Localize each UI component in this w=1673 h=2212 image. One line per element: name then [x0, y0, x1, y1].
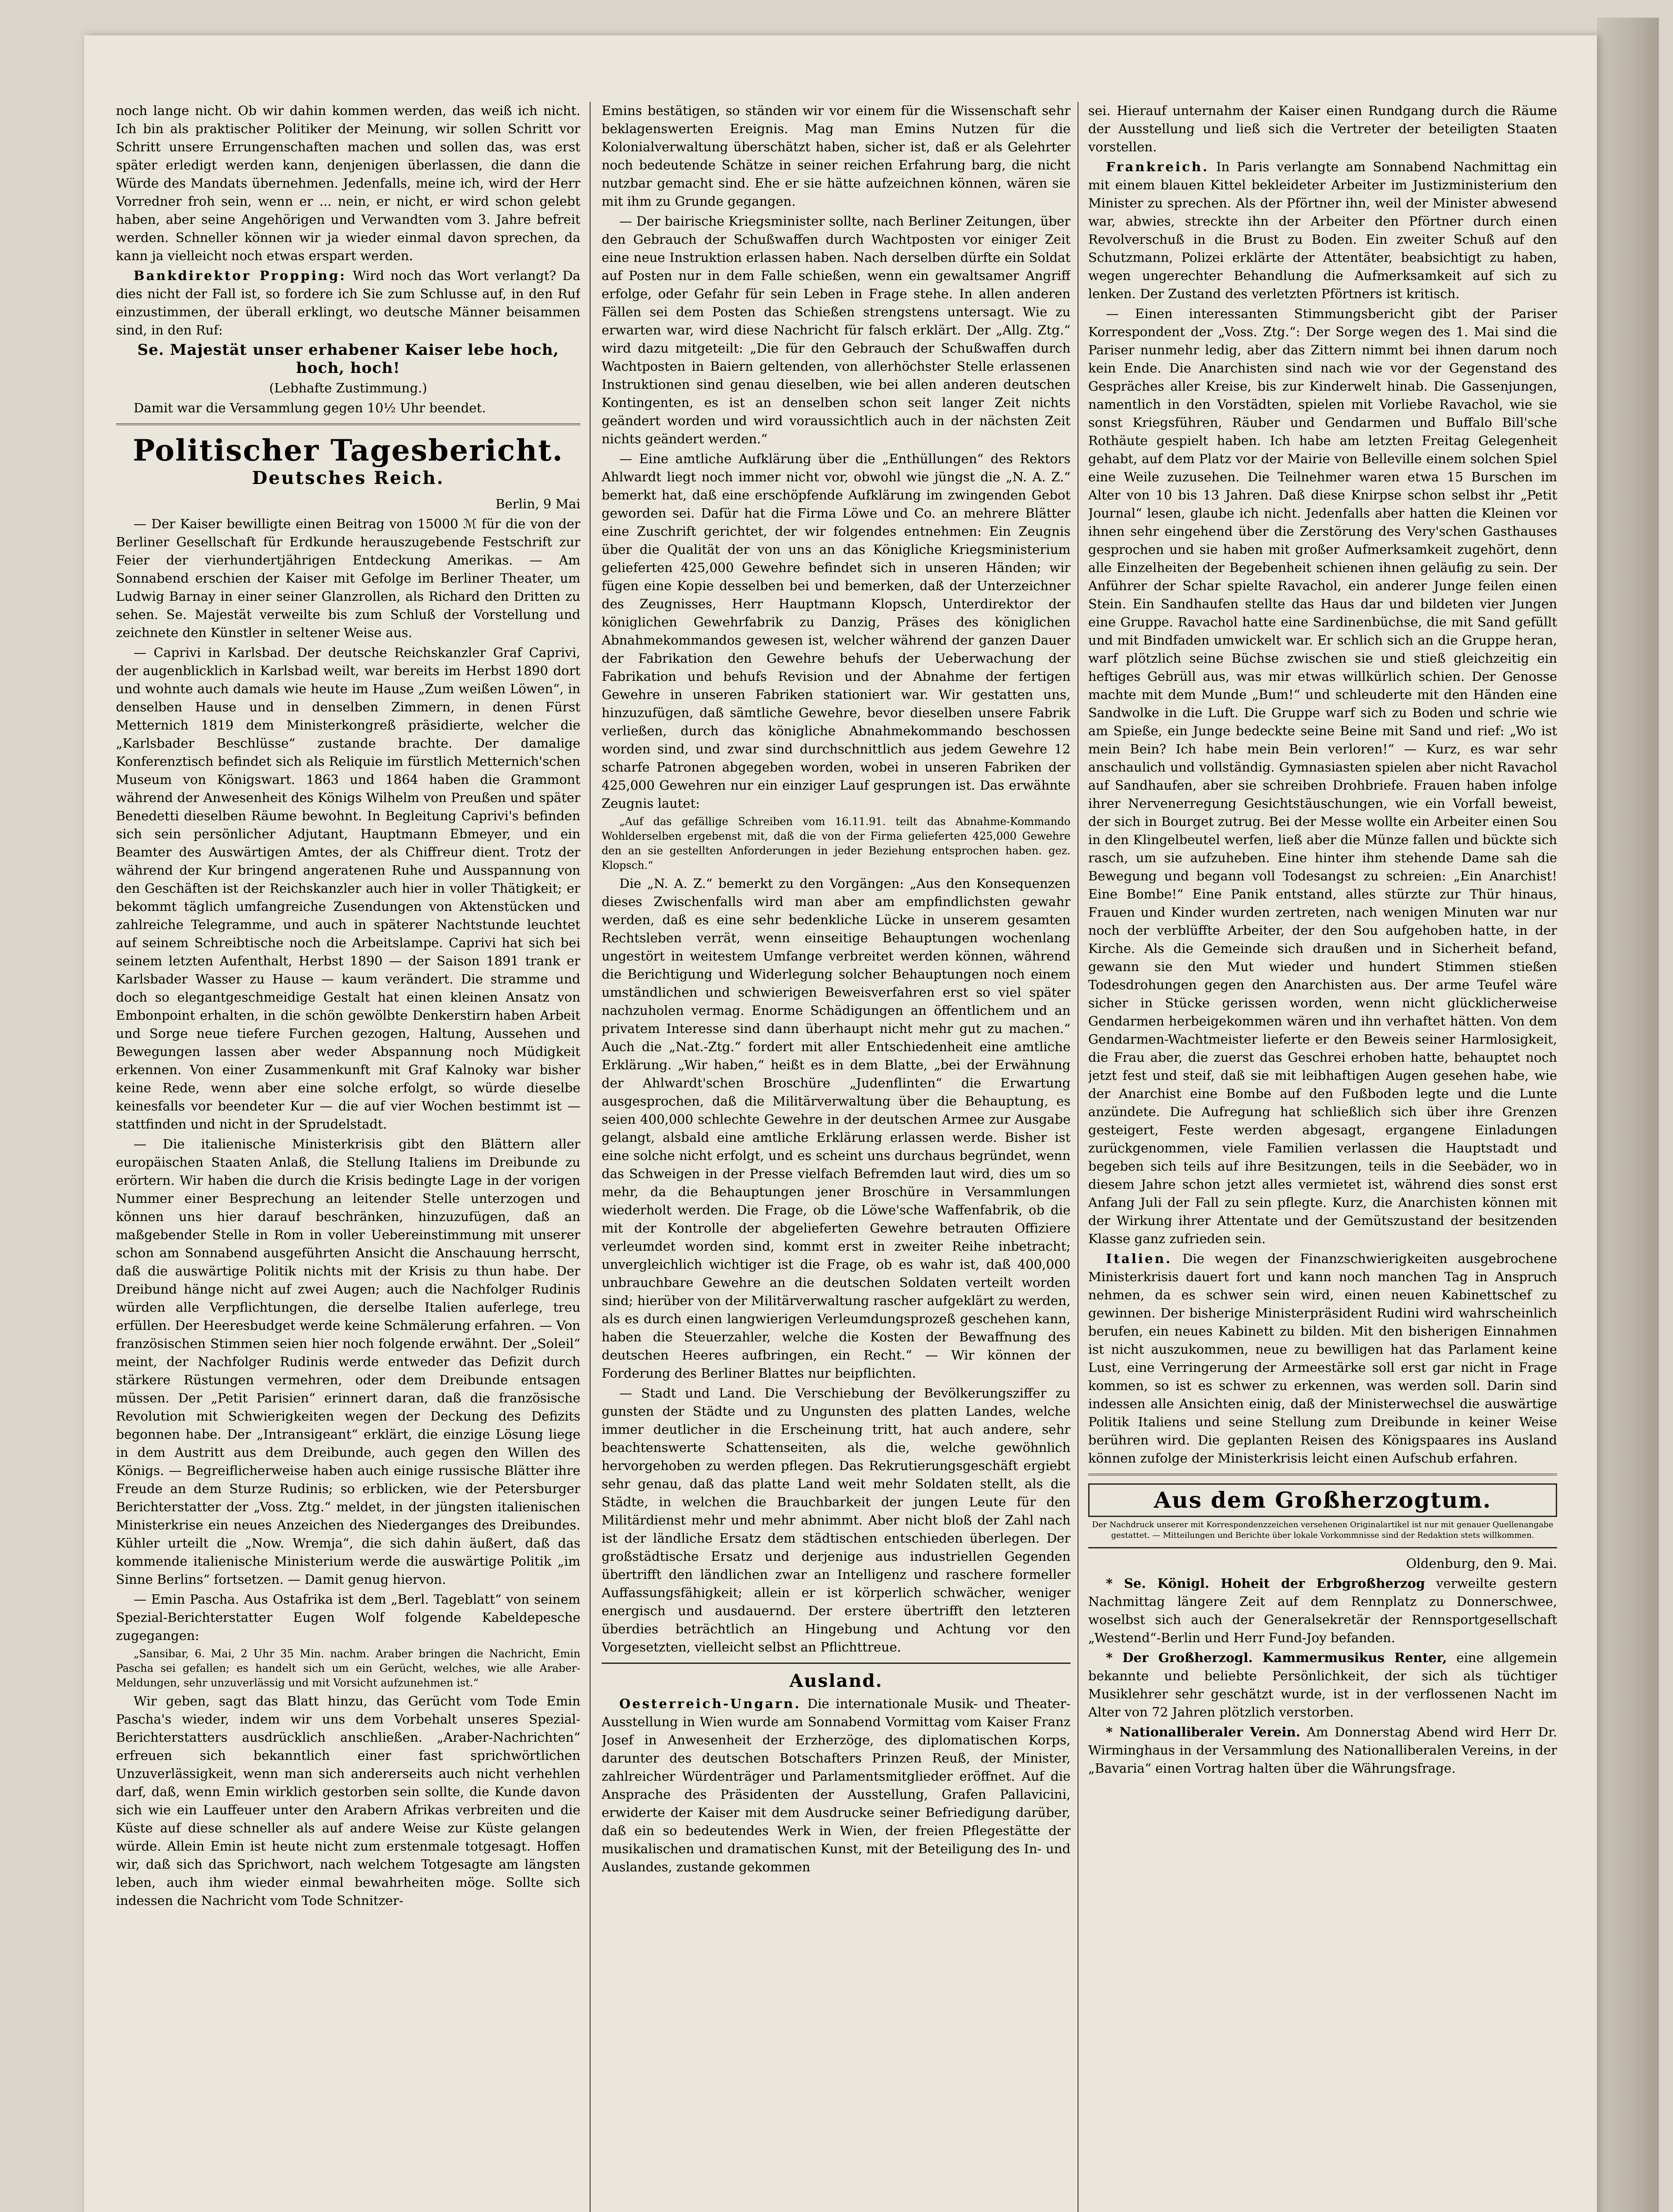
section-heading-ausland: Ausland. — [789, 1671, 883, 1691]
article-text: verweilte gestern Nachmittag längere Zeit auf dem Rennplatz zu Donnerschwee, woselbst sich auch der Generalsekretär der Rennsportgesellschaft „Westend“-Berlin und Herr Fund-Joy befanden. — [1088, 1576, 1557, 1645]
cheer-note: (Lebhafte Zustimmung.) — [269, 380, 427, 396]
dateline: Berlin, 9 Mai — [495, 496, 580, 511]
article-paris-mood: — Einen interessanten Stimmungsbericht gibt der Pariser Korrespondent der „Voss. Ztg.“: Der Sorge wegen des 1. Mai sind die Pariser nunmehr ledig, aber das Zittern nimmt bei ihnen darum noch kein Ende. Die Anarchisten sind nach wie vor der Gegenstand des Gespräches aller Kreise, bis zur Kinderwelt hinab. Die Gassenjungen, namentlich in den Vorstädten, spielen mit Vorliebe Ravachol, wie sie sonst Kriegsführen, Räuber und Gendarmen und Buffalo Bill'sche Rothäute gespielt haben. Ich habe am letzten Freitag Gelegenheit gehabt, auf dem Platz vor der Mairie von Belleville einem solchen Spiel eine Weile zuzusehen. Die Teilnehmer waren etwa 15 Burschen im Alter von 10 bis 13 Jahren. Daß diese Knirpse schon selbst ihr „Petit Journal“ lesen, glaube ich nicht. Jedenfalls aber hatten die Kleinen vor ihnen sehr eingehend über die Zerstörung des Very'schen Gasthauses gesprochen und sie haben mit großer Aufmerksamkeit zugehört, denn alle Einzelheiten der Begebenheit schienen ihnen geläufig zu sein. Der Anführer der Schar spielte Ravachol, ein anderer Junge feilen einen Stein. Ein Sandhaufen stellte das Haus dar und bildeten vier Jungen eine Gruppe. Ravachol hatte eine Sardinenbüchse, die mit Sand gefüllt und mit Bindfaden umwickelt war. Er schlich sich an die Gruppe heran, warf plötzlich seine Büchse zwischen sie und stieß gleichzeitig ein heftiges Gebrüll aus, was mir etwas willkürlich schien. Der Genosse machte mit dem Munde „Bum!“ und schleuderte mit den Händen eine Sandwolke in die Luft. Die Gruppe warf sich zu Boden und schrie wie am Spieße, ein Junge bedeckte seine Beine mit Sand und rief: „Wo ist mein Bein? Ich habe mein Bein verloren!“ — Kurz, es war sehr anschaulich und vollständig. Gymnasiasten spielen aber nicht Ravachol auf Sandhaufen, aber sie schreiben Drohbriefe. Frauen haben infolge ihrer Nervenerregung Gesichtstäuschungen, wie ein Vorfall beweist, der sich in Bourget zutrug. Bei der Messe wollte ein Arbeiter einen Sou in den Klingelbeutel werfen, ließ aber die Münze fallen und bückte sich rasch, um sie aufzuheben. Eine hinter ihm stehende Dame sah die Bewegung und begann voll Todesangst zu schreien: „Ein Anarchist! Eine Bombe!“ Eine Panik entstand, alles stürzte zur Thür hinaus, Frauen und Kinder wurden zertreten, nach wenigen Minuten war nur noch der verblüffte Arbeiter, der den Sou aufgehoben hatte, in der Kirche. Als die Gemeinde sich draußen und in Sicherheit befand, gewann sie den Mut wieder und hundert Stimmen stießen Todesdrohungen gegen den Anarchisten aus. Der arme Teufel wäre sicher in Stücke gerissen worden, wenn nicht glücklicherweise Gendarmen herbeigekommen wären und ihn verhaftet hätten. Von dem Gendarmen-Wachtmeister lieferte er den Beweis seiner Harmlosigkeit, die Frau aber, die zuerst das Geschrei erhoben hatte, behauptet noch jetzt fest und steif, daß sie mit leibhaftigen Augen gesehen habe, wie der Anarchist eine Bombe auf den Fußboden legte und die Lunte anzündete. Die Aufregung hat schließlich sich über ihre Grenzen gesteigert, Feste werden abgesagt, ergangene Einladungen zurückgenommen, viele Familien verlassen die Hauptstadt und begeben sich teils auf ihre Besitzungen, teils in die Seebäder, wo in diesem Jahre schon jetzt alles vermietet ist, während dies sonst erst Anfang Juli der Fall zu sein pflegte. Kurz, die Anarchisten können mit der Wirkung ihrer Attentate und der Gemütszustand der besitzenden Klasse ganz zufrieden sein. — [1088, 306, 1557, 1246]
article-emin-continuation: Emins bestätigen, so ständen wir vor einem für die Wissenschaft sehr beklagenswerten Ereignis. Mag man Emins Nutzen für die Kolonialverwaltung überschätzt haben, sicher ist, daß er als Gelehrter noch bedeutende Schätze in seiner reichen Erfahrung barg, die nicht nutzbar gemacht sind. Ehe er sie hätte aufzeichnen können, wären sie mit ihm zu Grunde gegangen. — [602, 103, 1071, 209]
article-kaiser: — Der Kaiser bewilligte einen Beitrag von 15000 ℳ für die von der Berliner Gesellschaft für Erdkunde herauszugebende Festschrift zur Feier der vierhundertjährigen Entdeckung Amerikas. — Am Sonnabend erschien der Kaiser mit Gefolge im Berliner Theater, um Ludwig Barnay in einer seiner Glanzrollen, als Richard den Dritten zu sehen. Se. Majestät verweilte bis zum Schluß der Vorstellung und zeichnete den Künstler in seltener Weise aus. — [116, 516, 580, 640]
article-nationalliberal — [1088, 1723, 1557, 1778]
column-rule-1 — [590, 102, 591, 2212]
article-france — [1088, 158, 1557, 303]
section-title: Politischer Tagesbericht. — [133, 433, 564, 468]
article-austria-cont: sei. Hierauf unternahm der Kaiser einen Rundgang durch die Räume der Ausstellung und ließ sich die Vertreter der beteiligten Staaten vorstellen. — [1088, 103, 1557, 154]
section-divider — [602, 1663, 1071, 1664]
article-text: Am Donnerstag Abend wird Herr Dr. Wirminghaus in der Versammlung des Nationalliberalen Vereins, in der „Bavaria“ einen Vortrag halten über die Währungsfrage. — [1088, 1724, 1557, 1776]
country-label: Frankreich. — [1106, 159, 1209, 174]
article-emin-pascha-cont: Wir geben, sagt das Blatt hinzu, das Gerücht vom Tode Emin Pascha's wieder, indem wir uns dem Vorbehalt unseres Spezial-Berichterstatters ausdrücklich anschließen. „Araber-Nachrichten“ erfreuen sich bekanntlich einer fast sprichwörtlichen Unzuverlässigkeit, wenn man sich andererseits auch nicht verhehlen darf, daß, wenn Emin wirklich gestorben sein sollte, die Kunde davon sich wie ein Lauffeuer unter den Arabern Afrikas verbreiten und die Küste auf diese schneller als auf andere Weise zur Küste gelangen würde. Allein Emin ist heute nicht zum erstenmale totgesagt. Hoffen wir, daß sich das Sprichwort, nach welchem Totgesagte am längsten leben, auch ihm wieder einmal bewahrheiten möge. Sollte sich indessen die Nachricht vom Tode Schnitzer- — [116, 1694, 580, 1908]
dateline-oldenburg: Oldenburg, den 9. Mai. — [1406, 1556, 1557, 1571]
article-stadt-land: — Stadt und Land. Die Verschiebung der Bevölkerungsziffer zu gunsten der Städte und zu Ungunsten des platten Landes, welche immer deutlicher in die Erscheinung tritt, hat auch andere, sehr beachtenswerte Schattenseiten, als die, welche gewöhnlich hervorgehoben zu werden pflegen. Das Rekrutierungsgeschäft ergiebt sehr genau, daß das platte Land weit mehr Soldaten stellt, als die Städte, in welchen die Brauchbarkeit der jungen Leute für den Militärdienst mehr und mehr abnimmt. Aber nicht bloß der Zahl nach ist der ländliche Ersatz dem städtischen entschieden überlegen. Der großstädtische Ersatz und derjenige aus industriellen Gegenden übertrifft den ländlichen zwar an Intelligenz und raschere formeller Auffassungsfähigkeit; allein er ist körperlich schwächer, weniger energisch und ausdauernd. Der erstere übertrifft den letzteren überdies beträchtlich an Hingebung und Achtung vor den Vorgesetzten, vielleicht selbst an Pflichttreue. — [602, 1386, 1071, 1655]
column-3 — [1088, 102, 1557, 2212]
section-divider — [1088, 1547, 1557, 1548]
section-divider — [116, 423, 580, 427]
article-continuation: noch lange nicht. Ob wir dahin kommen werden, das weiß ich nicht. Ich bin als praktischer Politiker der Meinung, wir sollen Schritt vor Schritt unsere Errungenschaften machen und sollen das, was erst später erledigt werden kann, denjenigen überlassen, die dann die Würde des Mandats übernehmen. Jedenfalls, meine ich, wird der Herr Vorredner froh sein, wenn er ... nein, er nicht, er wird schon gelebt haben, aber seine Angehörigen und Verwandten vom 3. Jahre befreit werden. Schneller können wir ja wieder einmal davon sprechen, da kann ja vielleicht noch etwas erspart werden. — [116, 103, 580, 263]
item-lead: * Der Großherzogl. Kammermusikus Renter, — [1106, 1650, 1447, 1665]
article-naz-comment: Die „N. A. Z.“ bemerkt zu den Vorgängen: „Aus den Konsequenzen dieses Zwischenfalls wird man aber am empfindlichsten gewahr werden, daß es eine sehr bedenkliche Lücke in unserem gesamten Rechtsleben verrät, wenn einseitige Behauptungen wochenlang ungestört in weitestem Umfange verbreitet werden können, während die Berichtigung und Widerlegung solcher Behauptungen noch einem umständlichen und schwierigen Beweisverfahren erst so viel später nachzuholen vermag. Enorme Schädigungen an öffentlichem und an privatem Interesse sind dann überhaupt nicht mehr gut zu machen.“ Auch die „Nat.-Ztg.“ fordert mit aller Entschiedenheit eine amtliche Erklärung. „Wir haben,“ heißt es in dem Blatte, „bei der Erwähnung der Ahlwardt'schen Broschüre „Judenflinten“ die Erwartung ausgesprochen, daß die Militärverwaltung über die Behauptung, es seien 400,000 schlechte Gewehre in der deutschen Armee zur Ausgabe gelangt, alsbald eine amtliche Erklärung erlassen werde. Bisher ist eine solche nicht erfolgt, und es scheint uns durchaus begründet, wenn das Schweigen in der Presse vielfach Befremden laut wird, dies um so mehr, da die Behauptungen jener Broschüre in Versammlungen wiederholt werden. Die Frage, ob die Löwe'sche Waffenfabrik, ob die mit der Kontrolle der abgelieferten Gewehre betrauten Offiziere verleumdet worden sind, kommt erst in zweiter Reihe inbetracht; unvergleichlich wichtiger ist die Frage, ob es wahr ist, daß 400,000 unbrauchbare Gewehre an die deutschen Soldaten verteilt worden sind; hierüber von der Militärverwaltung rascher aufgeklärt zu werden, als es durch einen langwierigen Verleumdungsprozeß geschehen kann, haben die Steuerzahler, welche die Kosten der Bewaffnung des deutschen Heeres aufbringen, ein Recht.“ — Wir können der Forderung des Berliner Blattes nur beipflichten. — [602, 876, 1071, 1381]
cheer-line: Se. Majestät unser erhabener Kaiser lebe hoch, hoch, hoch! — [137, 341, 559, 377]
country-label: Italien. — [1106, 1251, 1172, 1266]
column-2 — [602, 102, 1071, 2212]
closing-line: Damit war die Versammlung gegen 10½ Uhr beendet. — [134, 400, 486, 415]
article-emin-pascha: — Emin Pascha. Aus Ostafrika ist dem „Berl. Tageblatt“ von seinem Spezial-Berichterstatter Eugen Wolf folgende Kabeldepesche zugegangen: — [116, 1592, 580, 1643]
column-1 — [116, 102, 580, 2212]
article-text: eine allgemein bekannte und beliebte Persönlichkeit, der sich als tüchtiger Musiklehrer sehr geschätzt wurde, ist in der verflossenen Nacht im Alter von 72 Jahren plötzlich verstorben. — [1088, 1650, 1557, 1720]
article-war-minister: — Der bairische Kriegsminister sollte, nach Berliner Zeitungen, über den Gebrauch der Schußwaffen durch Wachtposten vor einiger Zeit eine neue Instruktion erlassen haben. Nach derselben dürfte ein Soldat auf Posten nur in dem Falle schießen, wenn ein gewaltsamer Angriff erfolge, oder Gefahr für sein Leben in Frage stehe. In allen anderen Fällen sei dem Posten das Schießen strengstens untersagt. Wie zu erwarten war, wird diese Nachricht für falsch erklärt. Der „Allg. Ztg.“ wird dazu mitgeteilt: „Die für den Gebrauch der Schußwaffen durch Wachtposten in Baiern geltenden, von allerhöchster Stelle erlassenen Instruktionen sind genau dieselben, wie bei allen anderen deutschen Kontingenten, es ist an denselben schon seit langer Zeit nichts geändert worden und wird voraussichtlich auch in der nächsten Zeit nichts geändert werden.“ — [602, 214, 1071, 446]
speech-propping — [116, 267, 580, 339]
certificate-quote: „Auf das gefällige Schreiben vom 16.11.91. teilt das Abnahme-Kommando Wohlderselben ergebenst mit, daß die von der Firma gelieferten 425,000 Gewehre den an sie gestellten Anforderungen in jeder Beziehung entsprochen haben. gez. Klopsch.“ — [602, 815, 1071, 872]
section-divider — [1088, 1474, 1557, 1477]
speaker-name: Bankdirektor Propping: — [134, 268, 346, 283]
article-text: Die internationale Musik- und Theater-Ausstellung in Wien wurde am Sonnabend Vormittag vom Kaiser Franz Josef in Anwesenheit der Erzherzöge, des diplomatischen Korps, darunter des deutschen Botschafters Prinzen Reuß, der Minister, zahlreicher Würdenträger und Parlamentsmitglieder eröffnet. Auf die Ansprache des Präsidenten der Ausstellung, Grafen Pallavicini, erwiderte der Kaiser mit dem Ausdrucke seiner Befriedigung darüber, daß ein so bedeutendes Werk in Wien, der freien Pflegestätte der musikalischen und dramatischen Kunst, mit der Beteiligung des In- und Auslandes, zustande gekommen — [602, 1696, 1071, 1874]
reprint-note: Der Nachdruck unserer mit Korrespondenzzeichen versehenen Originalartikel ist nur mit genauer Quellenangabe gestattet. — Mitteilungen und Berichte über lokale Vorkommnisse sind der Redaktion stets willkommen. — [1092, 1520, 1554, 1540]
article-italy — [1088, 1250, 1557, 1467]
item-lead: * Se. Königl. Hoheit der Erbgroßherzog — [1106, 1576, 1425, 1591]
article-austria — [602, 1695, 1071, 1876]
article-italy-crisis: — Die italienische Ministerkrisis gibt den Blättern aller europäischen Staaten Anlaß, die Stellung Italiens im Dreibunde zu erörtern. Wir haben die durch die Krisis bedingte Lage in der vorigen Nummer einer Besprechung an leitender Stelle unterzogen und können uns hier darauf beschränken, hinzuzufügen, daß an maßgebender Stelle in Rom in voller Uebereinstimmung mit unserer schon am Sonnabend ausgeführten Ansicht die Anschauung herrscht, daß die auswärtige Politik nichts mit der Krisis zu thun habe. Der Dreibund hänge nicht auf zwei Augen; auch die Nachfolger Rudinis würden alle Verpflichtungen, die derselbe Italien auferlege, treu erfüllen. Der Heeresbudget werde keine Schmälerung erfahren. — Von französischen Stimmen seien hier noch folgende erwähnt. Der „Soleil“ meint, der Nachfolger Rudinis werde entweder das Defizit durch stärkere Rüstungen vermehren, oder dem Dreibunde entsagen müssen. Der „Petit Parisien“ erinnert daran, daß die französische Revolution mit Schwierigkeiten wegen der Deckung des Defizits begonnen habe. Der „Intransigeant“ erklärt, die einzige Lösung liege in dem Austritt aus dem Dreibunde, auch gegen den Willen des Königs. — Begreiflicherweise haben auch einige russische Blätter ihre Freude an dem Sturze Rudinis; so erblicken, wie der Petersburger Berichterstatter der „Voss. Ztg.“ meldet, in der jüngsten italienischen Ministerkrise ein neues Anzeichen des Niederganges des Dreibundes. Kühler urteilt die „Now. Wremja“, die sich dahin äußert, daß das kommende italienische Ministerium werde die auswärtige Politik „im Sinne Berlins“ fortsetzen. — Damit genug hiervon. — [116, 1137, 580, 1587]
section-subtitle: Deutsches Reich. — [252, 468, 445, 488]
article-text: Die wegen der Finanzschwierigkeiten ausgebrochene Ministerkrisis dauert fort und kann noch manchen Tag in Anspruch nehmen, da es schwer sein wird, einen neuen Kabinettschef zu gewinnen. Der bisherige Ministerpräsident Rudini wird wahrscheinlich berufen, ein neues Kabinett zu bilden. Mit den bisherigen Einnahmen ist nicht auszukommen, neue zu bewilligen hat das Parlament keine Lust, eine Verringerung der Armeestärke soll erst gar nicht in Frage kommen, so ist es schwer zu erkennen, was werden soll. Darin sind indessen alle Ansichten einig, daß der Ministerwechsel die auswärtige Politik Italiens und seine Stellung zum Dreibunde in keiner Weise berühren wird. Die geplanten Reisen des Königspaares ins Ausland können zufolge der Ministerkrisis leicht einen Aufschub erfahren. — [1088, 1251, 1557, 1466]
speech-text: Wird noch das Wort verlangt? Da dies nicht der Fall ist, so fordere ich Sie zum Schlusse auf, in den Ruf einzustimmen, der überall erklingt, wo deutsche Männer beisammen sind, in den Ruf: — [116, 268, 580, 338]
article-ahlwardt: — Eine amtliche Aufklärung über die „Enthüllungen“ des Rektors Ahlwardt liegt noch immer nicht vor, obwohl wie jüngst die „N. A. Z.“ bemerkt hat, daß eine erschöpfende Aufklärung im zwingenden Gebot geworden sei. Dafür hat die Firma Löwe und Co. an mehrere Blätter eine Zuschrift gerichtet, der wir folgendes entnehmen: Ein Zeugnis über die Qualität der von uns an das Königliche Kriegsministerium gelieferten 425,000 Gewehre befindet sich in unseren Händen; wir fügen eine Kopie desselben bei und bemerken, daß der Unterzeichner des Zeugnisses, Herr Hauptmann Klopsch, Unterdirektor der königlichen Gewehrfabrik zu Danzig, Präses des königlichen Abnahmekommandos gewesen ist, welcher während der ganzen Dauer der Fabrikation den Gewehre behufs der Ueberwachung der Fabrikation und behufs Revision und der Abnahme der fertigen Gewehre in unseren Fabriken stationiert war. Wir gestatten uns, hinzuzufügen, daß sämtliche Gewehre, bevor dieselben unsere Fabrik verließen, durch das königliche Abnahmekommando beschossen worden sind, und zwar sind durchschnittlich aus jedem Gewehre 12 scharfe Patronen abgegeben worden, wobei in unseren Fabriken der 425,000 Gewehren nur ein einziger Lauf gesprungen ist. Das erwähnte Zeugnis lautet: — [602, 451, 1071, 811]
page-edge — [1597, 18, 1659, 2212]
section-title-grossherzogtum: Aus dem Großherzogtum. — [1088, 1483, 1557, 1517]
article-text: In Paris verlangte am Sonnabend Nachmittag ein mit einem blauen Kittel bekleideter Arbeiter im Justizministerium den Minister zu sprechen. Als der Pförtner ihn, weil der Minister abwesend war, abwies, streckte ihn der Arbeiter den Pförtner durch einen Revolverschuß in die Brust zu Boden. Ein zweiter Schuß auf den Schutzmann, Polizei erklärte der Attentäter, beabsichtigt zu haben, wegen ungerechter Behandlung die Aufmerksamkeit auf sich zu lenken. Der Zustand des verletzten Pförtners ist kritisch. — [1088, 159, 1557, 301]
article-erbgrossherzog — [1088, 1575, 1557, 1647]
article-caprivi: — Caprivi in Karlsbad. Der deutsche Reichskanzler Graf Caprivi, der augenblicklich in Karlsbad weilt, war bereits im Herbst 1890 dort und wohnte auch damals wie heute im Hause „Zum weißen Löwen“, in denselben Hause und in denselben Zimmern, in denen Fürst Metternich 1819 dem Ministerkongreß präsidierte, welcher die „Karlsbader Beschlüsse“ zustande brachte. Der damalige Konferenztisch befindet sich als Reliquie im fürstlich Metternich'schen Museum von Königswart. 1863 und 1864 haben die Grammont während der Anwesenheit des Königs Wilhelm von Preußen und später Benedetti dieselben Räume bewohnt. In Begleitung Caprivi's befinden sich sein persönlicher Adjutant, Hauptmann Ebmeyer, und ein Beamter des Auswärtigen Amtes, der als Chiffreur dient. Trotz der während der Kur bringend angeratenen Ruhe und Ausspannung von den Geschäften ist der Reichskanzler auch hier in voller Thätigkeit; er bekommt täglich umfangreiche Zusendungen von Aktenstücken und zahlreiche Telegramme, und auch in späterer Nachtstunde leuchtet auf seinem Schreibtische noch die Arbeitslampe. Caprivi hat sich bei seinem letzten Aufenthalt, Herbst 1890 — der Saison 1891 trank er Karlsbader Wasser zu Hause — kaum verändert. Die stramme und doch so elegantgeschmeidige Gestalt hat einen kleinen Ansatz von Embonpoint erhalten, in die schön gewölbte Denkerstirn haben Arbeit und Sorge neue tiefere Furchen gezogen, Haltung, Aussehen und Bewegungen lassen aber weder Abspannung noch Müdigkeit erkennen. Von einer Zusammenkunft mit Graf Kalnoky war bisher keine Rede, wenn aber eine solche erfolgt, so würde dieselbe keinesfalls vor beendeter Kur — die auf vier Wochen bestimmt ist — stattfinden und nicht in der Sprudelstadt. — [116, 645, 580, 1132]
telegram-quote: „Sansibar, 6. Mai, 2 Uhr 35 Min. nachm. Araber bringen die Nachricht, Emin Pascha sei gefallen; es handelt sich um ein Gerücht, welches, wie alle Araber-Meldungen, sehr unzuverlässig und mit Vorsicht aufzunehmen ist.“ — [116, 1647, 580, 1689]
country-label: Oesterreich-Ungarn. — [619, 1696, 801, 1711]
article-renter — [1088, 1649, 1557, 1721]
item-lead: * Nationalliberaler Verein. — [1106, 1724, 1301, 1740]
